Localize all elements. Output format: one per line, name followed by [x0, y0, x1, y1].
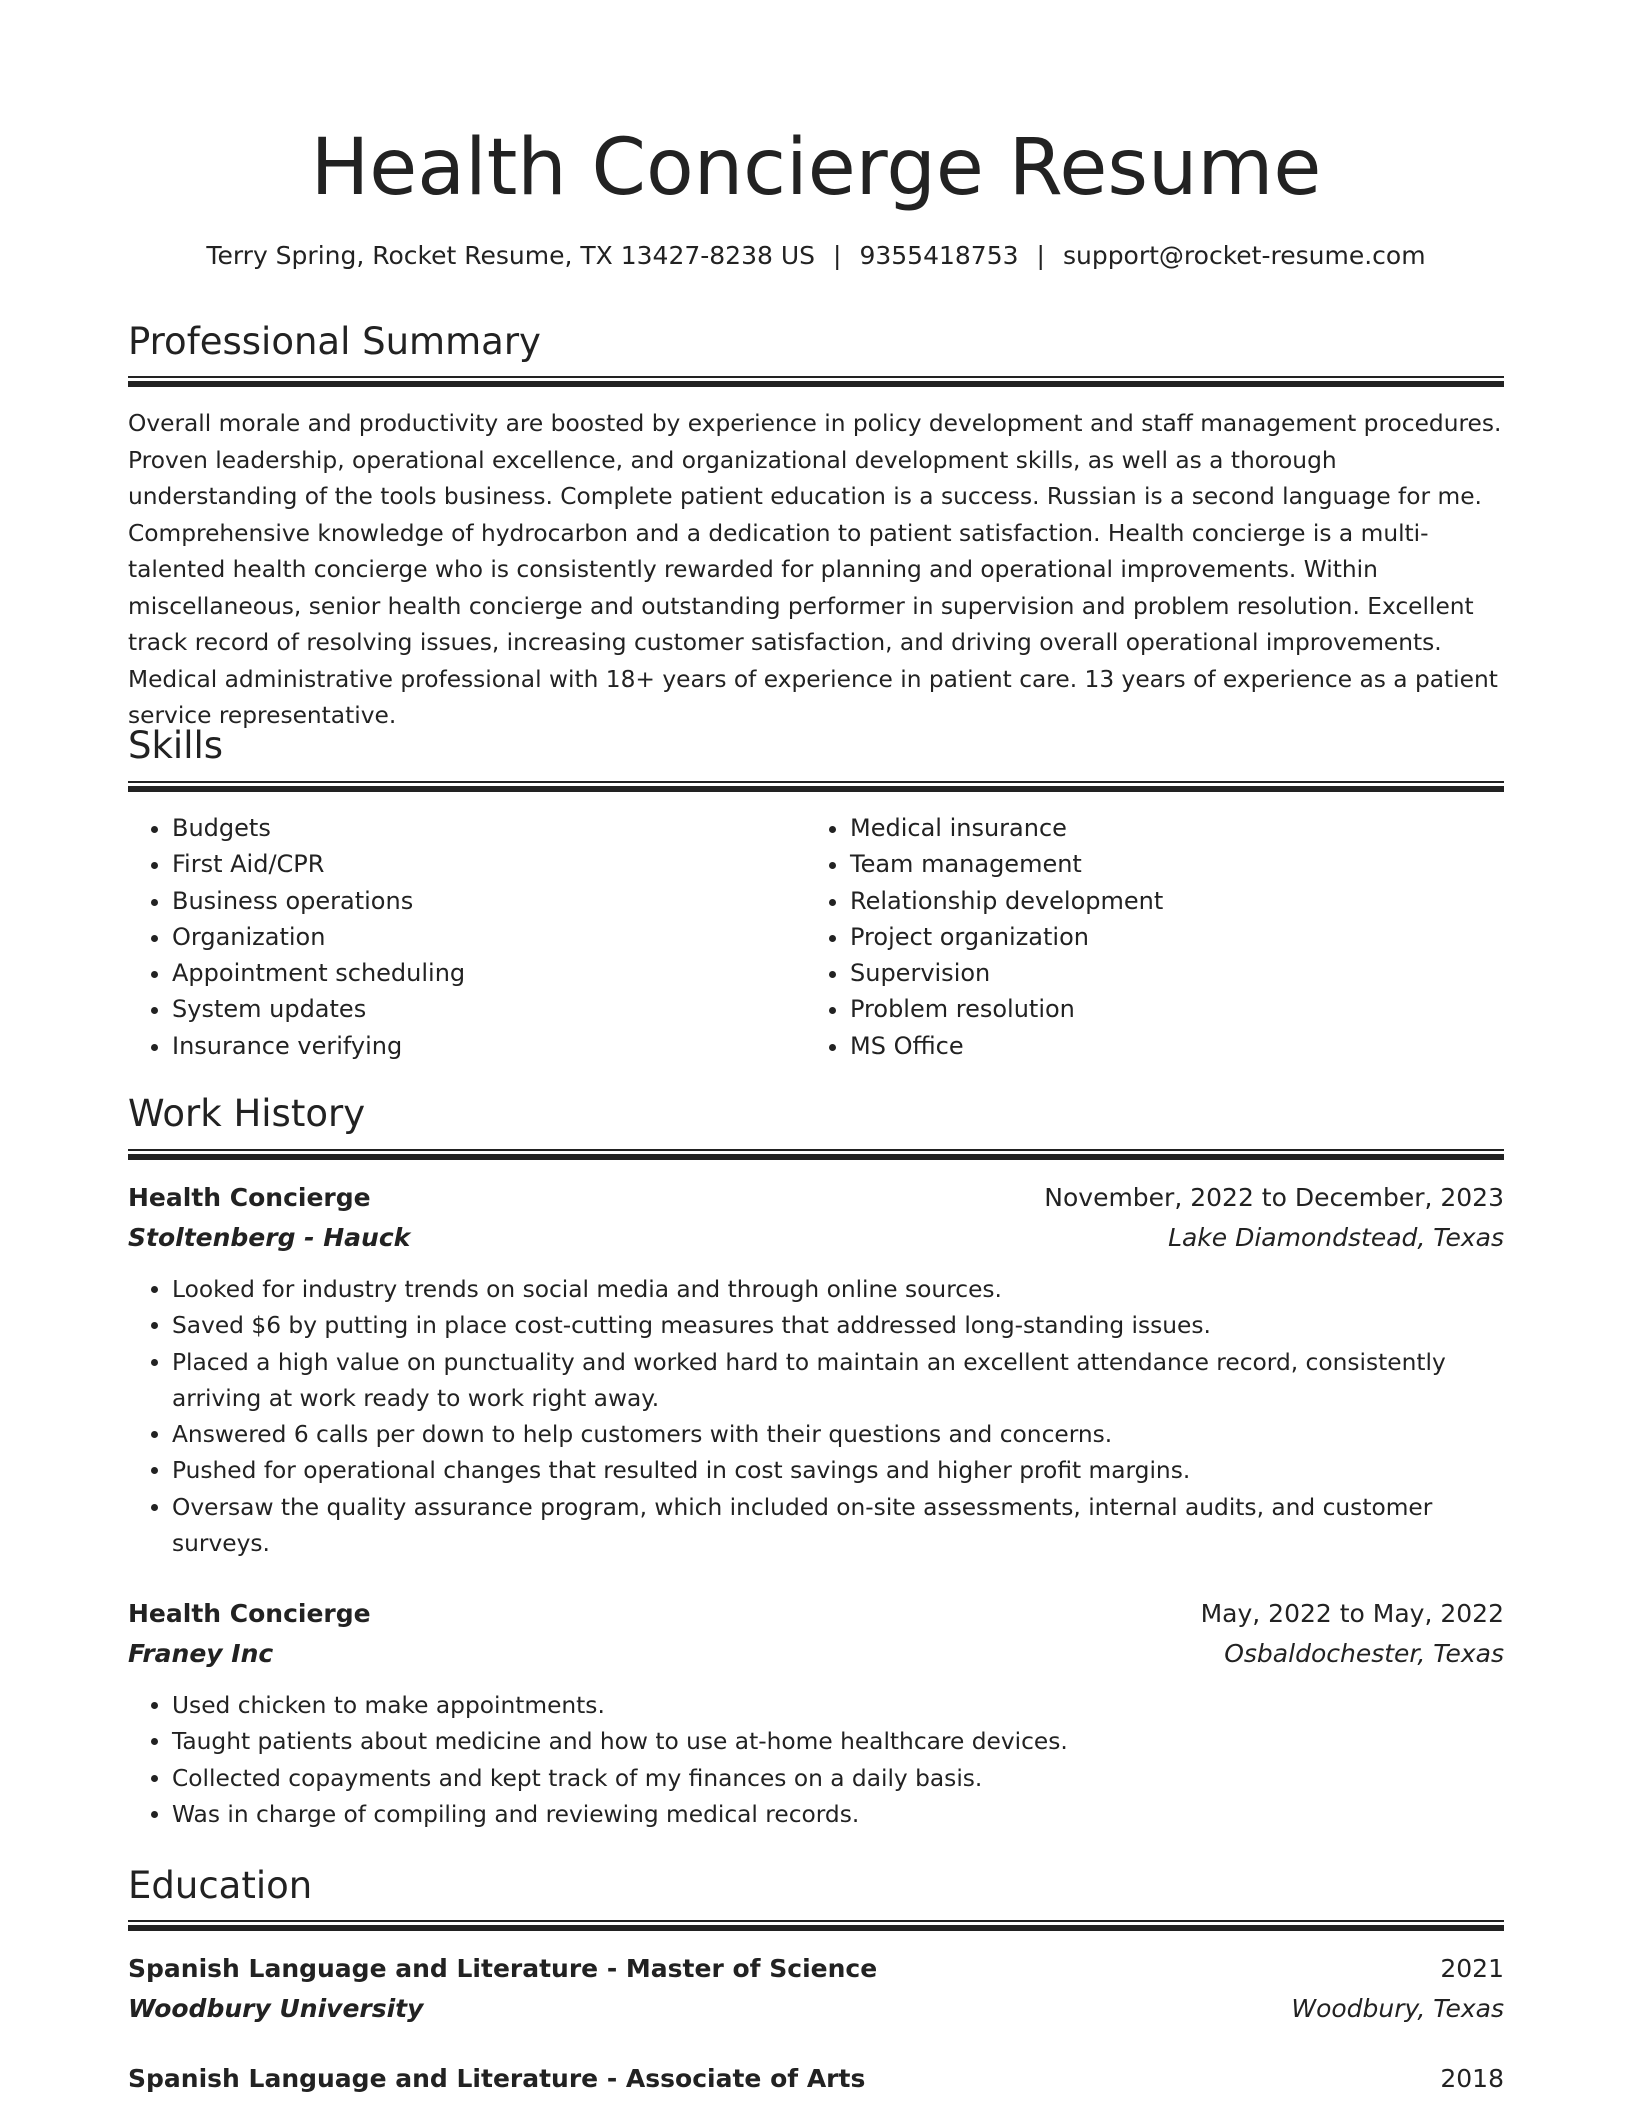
job-dates: May, 2022 to May, 2022: [1200, 1599, 1504, 1628]
skill-item: • MS Office: [850, 1028, 1500, 1064]
skill-item: • Organization: [172, 919, 792, 955]
skill-item: • Project organization: [850, 919, 1500, 955]
summary-text: Overall morale and productivity are boosted by experience in policy development and staff management procedures. Proven leadership, operational excellence, and organizational development skills, as well as a thorough understanding of the tools business. Complete patient education is a success. Russian is a second language for me. Comprehensive knowledge of hydrocarbon and a dedication to patient satisfaction. Health concierge is a multi-talented health concierge who is consistently rewarded for planning and operational improvements. Within miscellaneous, senior health concierge and outstanding performer in supervision and problem resolution. Excellent track record of resolving issues, increasing customer satisfaction, and driving overall operational improvements. Medical administrative professional with 18+ years of experience in patient care. 13 years of experience as a patient service representative.: [128, 410, 1502, 729]
contact-separator: |: [1036, 241, 1045, 270]
skill-item: • Supervision: [850, 955, 1500, 991]
skill-item: • Budgets: [172, 810, 792, 846]
education-school: Woodbury University: [128, 1994, 424, 2023]
education-subheader: [128, 1989, 1504, 2029]
job-title: Health Concierge: [128, 1599, 371, 1628]
contact-line: [128, 238, 1504, 274]
skill-item: • First Aid/CPR: [172, 846, 792, 882]
summary-heading: Professional Summary: [128, 320, 541, 363]
skill-item: • Medical insurance: [850, 810, 1500, 846]
job-location: Lake Diamondstead, Texas: [1168, 1223, 1504, 1252]
education-location: Woodbury, Texas: [1291, 1994, 1504, 2023]
education-heading: Education: [128, 1864, 313, 1907]
contact-email[interactable]: support@rocket-resume.com: [1062, 241, 1426, 270]
job-duty-item: • Was in charge of compiling and reviewing medical records.: [172, 1797, 1504, 1833]
section-divider: [128, 1149, 1504, 1160]
education-year: 2021: [1440, 1954, 1504, 1983]
contact-address: Terry Spring, Rocket Resume, TX 13427-8238 US: [206, 241, 816, 270]
job-duty-item: • Saved $6 by putting in place cost-cutting measures that addressed long-standing issues.: [172, 1308, 1504, 1344]
job-company: Franey Inc: [128, 1639, 274, 1668]
skill-item: • System updates: [172, 991, 792, 1027]
job-header: [128, 1178, 1504, 1218]
section-divider: [128, 781, 1504, 792]
education-year: 2018: [1440, 2064, 1504, 2093]
job-duty-item: • Pushed for operational changes that resulted in cost savings and higher profit margins.: [172, 1453, 1504, 1489]
skill-item: • Team management: [850, 846, 1500, 882]
job-duty-item: • Taught patients about medicine and how to use at-home healthcare devices.: [172, 1724, 1504, 1760]
work-history-heading: Work History: [128, 1092, 366, 1135]
job-duty-item: • Answered 6 calls per down to help customers with their questions and concerns.: [172, 1417, 1504, 1453]
section-divider: [128, 376, 1504, 387]
job-duty-item: • Looked for industry trends on social media and through online sources.: [172, 1272, 1504, 1308]
job-header: [128, 1594, 1504, 1634]
job-subheader: [128, 1634, 1504, 1674]
job-duty-item: • Used chicken to make appointments.: [172, 1688, 1504, 1724]
contact-phone: 9355418753: [859, 241, 1019, 270]
skills-heading: Skills: [128, 724, 224, 767]
skill-item: • Problem resolution: [850, 991, 1500, 1027]
education-header: [128, 1949, 1504, 1989]
skills-column-left: [128, 810, 792, 1064]
education-degree: Spanish Language and Literature - Associate of Arts: [128, 2064, 866, 2093]
skill-item: • Appointment scheduling: [172, 955, 792, 991]
skill-item: • Business operations: [172, 883, 792, 919]
job-duties: [128, 1688, 1504, 1833]
job-company: Stoltenberg - Hauck: [128, 1223, 411, 1252]
job-dates: November, 2022 to December, 2023: [1044, 1183, 1504, 1212]
job-duty-item: • Oversaw the quality assurance program, which included on-site assessments, internal audits, and customer surveys.: [172, 1490, 1504, 1563]
skills-column-right: [806, 810, 1500, 1064]
resume-title: Health Concierge Resume: [310, 123, 1322, 213]
job-location: Osbaldochester, Texas: [1224, 1639, 1504, 1668]
job-subheader: [128, 1218, 1504, 1258]
education-header: [128, 2059, 1504, 2099]
section-divider: [128, 1920, 1504, 1931]
job-duties: [128, 1272, 1504, 1562]
job-duty-item: • Collected copayments and kept track of my finances on a daily basis.: [172, 1761, 1504, 1797]
education-degree: Spanish Language and Literature - Master of Science: [128, 1954, 878, 1983]
contact-separator: |: [833, 241, 842, 270]
job-title: Health Concierge: [128, 1183, 371, 1212]
skill-item: • Relationship development: [850, 883, 1500, 919]
job-duty-item: • Placed a high value on punctuality and worked hard to maintain an excellent attendance record, consistently arriving at work ready to work right away.: [172, 1345, 1504, 1418]
skill-item: • Insurance verifying: [172, 1028, 792, 1064]
